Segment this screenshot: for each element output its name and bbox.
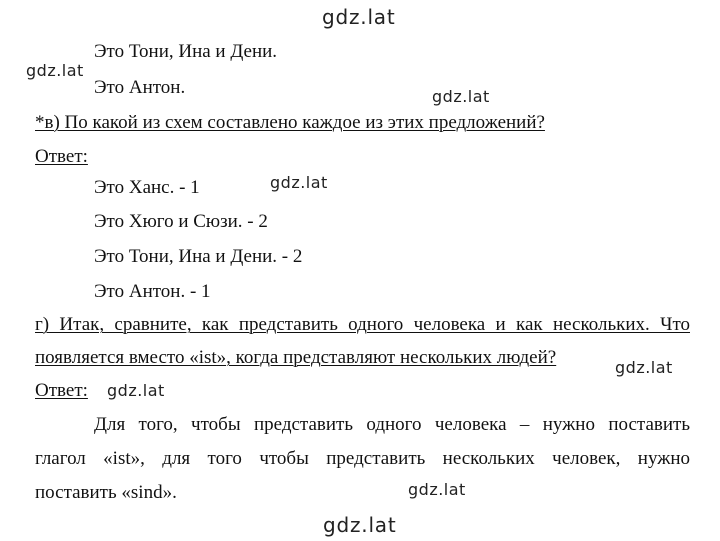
answer-item: Это Хюго и Сюзи. - 2 <box>94 211 268 232</box>
watermark-bottom: gdz.lat <box>323 513 397 537</box>
intro-line: Это Антон. <box>94 77 186 98</box>
answer-g-line-3: поставить «sind». <box>35 482 177 503</box>
answer-item: Это Антон. - 1 <box>94 281 211 302</box>
watermark-middle: gdz.lat <box>270 173 328 192</box>
watermark-left: gdz.lat <box>26 61 84 80</box>
answer-g-line-1: Для того, чтобы представить одного человека – нужно поставить <box>94 414 690 435</box>
question-g-line-1 <box>35 313 690 337</box>
watermark-top: gdz.lat <box>322 5 396 29</box>
answer-item: Это Ханс. - 1 <box>94 177 200 198</box>
watermark-right-lower: gdz.lat <box>615 358 673 377</box>
watermark-right-upper: gdz.lat <box>432 87 490 106</box>
answer-label-g: Ответ: <box>35 380 88 401</box>
answer-item: Это Тони, Ина и Дени. - 2 <box>94 246 303 267</box>
watermark-answer-side: gdz.lat <box>107 381 165 400</box>
question-g-text-1: г) Итак, сравните, как представить одного человека и как нескольких. Что <box>35 314 690 335</box>
watermark-bottom-inline: gdz.lat <box>408 480 466 499</box>
question-g-line-2: появляется вместо «ist», когда представляют нескольких людей? <box>35 347 557 368</box>
answer-g-line-1-wrap <box>94 413 690 437</box>
question-v: *в) По какой из схем составлено каждое из этих предложений? <box>35 112 545 133</box>
answer-label: Ответ: <box>35 146 88 167</box>
intro-line: Это Тони, Ина и Дени. <box>94 41 278 62</box>
answer-g-line-2: глагол «ist», для того чтобы представить нескольких человек, нужно <box>35 448 690 469</box>
answer-g-line-2-wrap <box>35 447 690 471</box>
